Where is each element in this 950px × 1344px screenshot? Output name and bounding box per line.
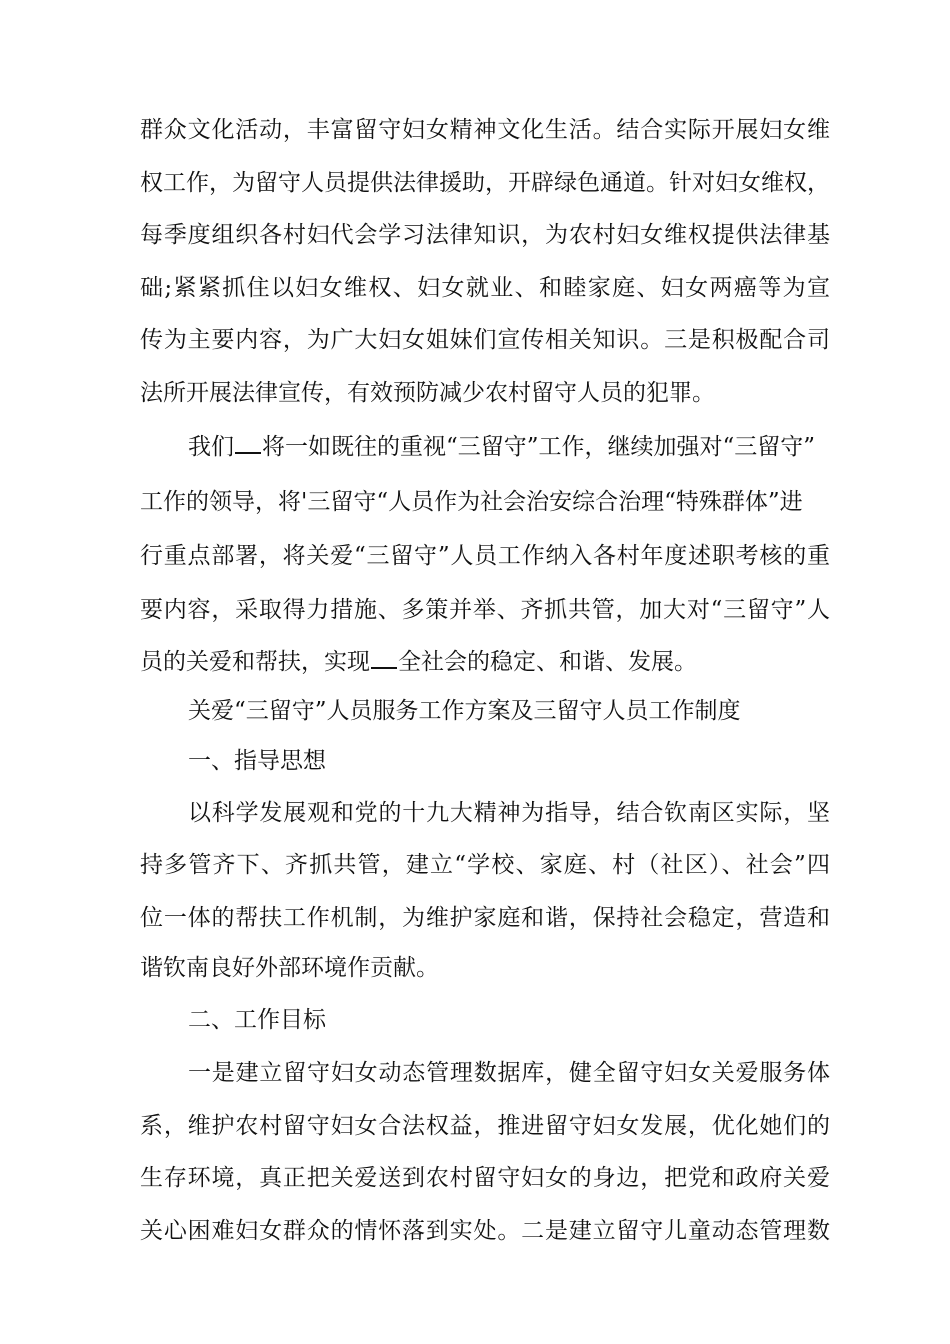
text-segment: 全社会的稳定、和谐、发展。 [398, 649, 697, 675]
paragraph-line [140, 642, 830, 682]
paragraph-line: 权工作，为留守人员提供法律援助，开辟绿色通道。针对妇女维权， [140, 170, 830, 196]
paragraph-line: 一是建立留守妇女动态管理数据库，健全留守妇女关爱服务体 [188, 1060, 830, 1086]
text-segment: 我们 [188, 434, 234, 460]
paragraph-line [188, 427, 830, 467]
section-heading: 二、工作目标 [188, 1007, 326, 1033]
paragraph-line: 生存环境，真正把关爱送到农村留守妇女的身边，把党和政府关爱 [140, 1165, 830, 1191]
section-heading: 一、指导思想 [188, 748, 326, 774]
paragraph-line: 持多管齐下、齐抓共管，建立“学校、家庭、村（社区）、社会”四 [140, 852, 830, 878]
paragraph-line: 行重点部署，将关爱“三留守”人员工作纳入各村年度述职考核的重 [140, 543, 830, 569]
text-segment: 员的关爱和帮扶，实现 [140, 649, 370, 675]
blank-underline [235, 428, 261, 454]
paragraph-line: 群众文化活动，丰富留守妇女精神文化生活。结合实际开展妇女维 [140, 117, 830, 143]
paragraph-line: 要内容，采取得力措施、多策并举、齐抓共管，加大对“三留守”人 [140, 597, 830, 623]
paragraph-line: 系，维护农村留守妇女合法权益，推进留守妇女发展，优化她们的 [140, 1113, 830, 1139]
paragraph-line: 法所开展法律宣传，有效预防减少农村留守人员的犯罪。 [140, 380, 715, 406]
text-segment: 将一如既往的重视“三留守”工作，继续加强对“三留守” [262, 434, 816, 460]
paragraph-line: 础;紧紧抓住以妇女维权、妇女就业、和睦家庭、妇女两癌等为宣 [140, 275, 830, 301]
document-title: 关爱“三留守”人员服务工作方案及三留守人员工作制度 [188, 698, 741, 724]
paragraph-line: 工作的领导，将'三留守“人员作为社会治安综合治理“特殊群体”进 [140, 489, 803, 515]
paragraph-line: 传为主要内容，为广大妇女姐妹们宣传相关知识。三是积极配合司 [140, 327, 830, 353]
paragraph-line: 以科学发展观和党的十九大精神为指导，结合钦南区实际，坚 [188, 800, 830, 826]
blank-underline [371, 643, 397, 669]
paragraph-line: 关心困难妇女群众的情怀落到实处。二是建立留守儿童动态管理数 [140, 1218, 830, 1244]
paragraph-line: 谐钦南良好外部环境作贡献。 [140, 955, 439, 981]
paragraph-line: 位一体的帮扶工作机制，为维护家庭和谐，保持社会稳定，营造和 [140, 905, 830, 931]
paragraph-line: 每季度组织各村妇代会学习法律知识，为农村妇女维权提供法律基 [140, 222, 830, 248]
